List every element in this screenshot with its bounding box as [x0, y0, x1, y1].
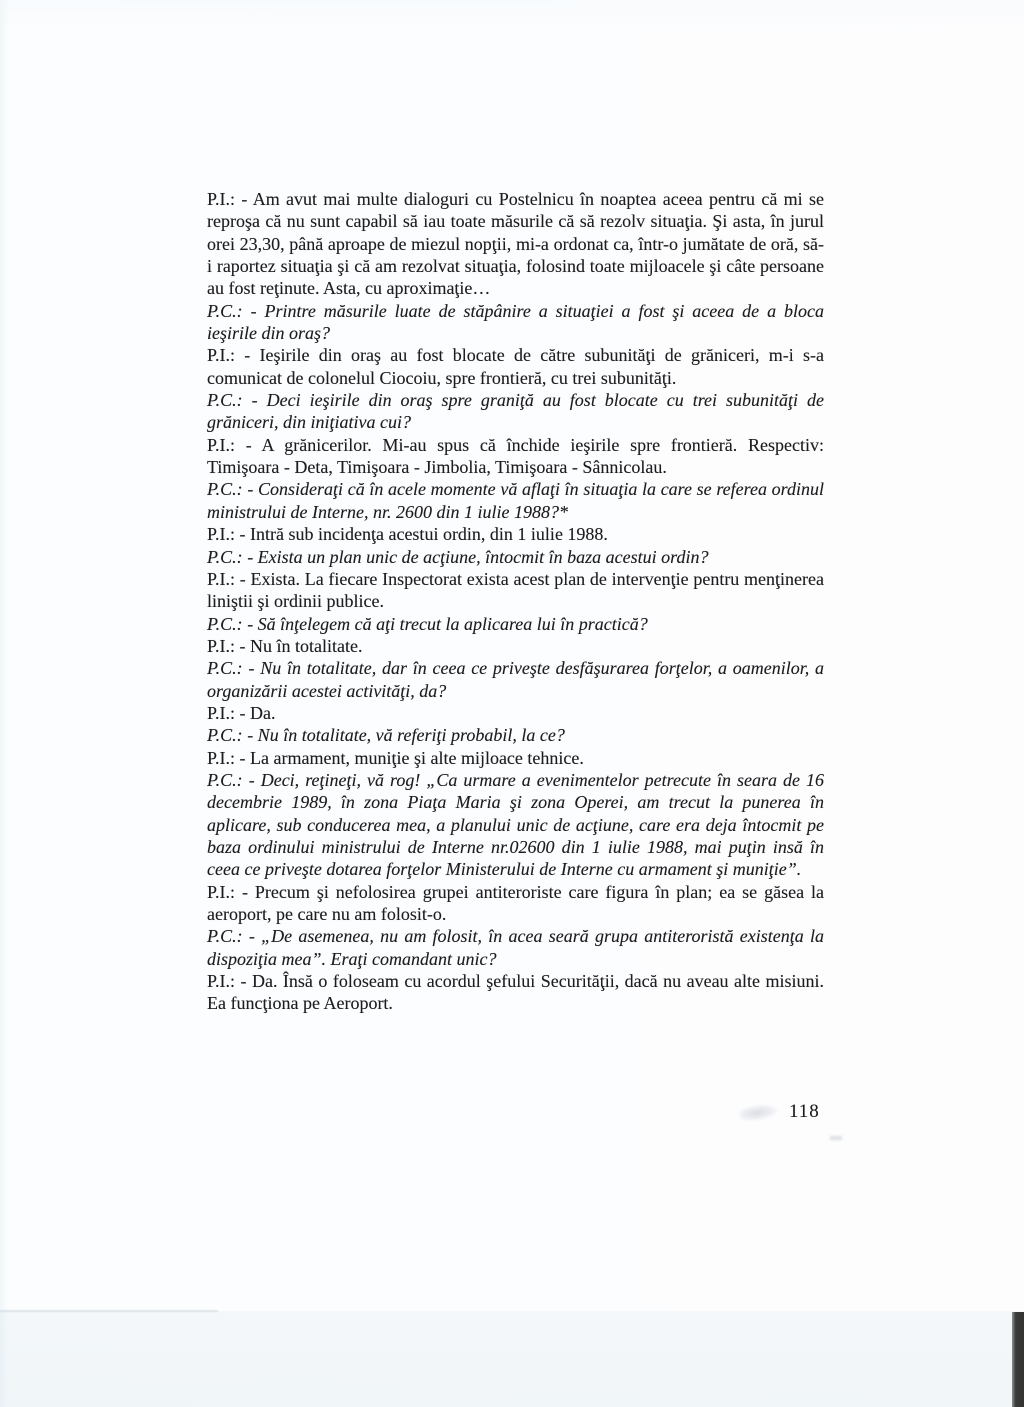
dialogue-turn — [207, 613, 824, 635]
turn-text: - Nu în totalitate, vă referiţi probabil, la ce? — [247, 725, 565, 746]
turn-text: - Deci ieşirile din oraş spre graniţă au fost blocate cu trei subunităţi de grăniceri, din iniţiativa cui? — [207, 390, 824, 433]
dialogue-turn — [207, 568, 824, 613]
turn-text: - Precum şi nefolosirea grupei antiteroriste care figura în plan; ea se găsea la aeroport, pe care nu am folosit-o. — [207, 881, 825, 924]
scan-smudge — [830, 1136, 842, 1140]
speaker-label: P.C.: — [207, 658, 243, 679]
dialogue-turn — [207, 389, 824, 434]
dialogue-turn — [207, 657, 824, 702]
speaker-label: P.I.: — [207, 971, 236, 992]
dialogue-turn — [207, 344, 824, 389]
turn-text: - La armament, muniţie şi alte mijloace tehnice. — [239, 747, 584, 768]
dialogue-turn — [207, 724, 824, 746]
dialogue-turn — [207, 523, 824, 545]
scan-page-edge — [0, 1310, 218, 1312]
scan-smudge — [739, 1102, 779, 1122]
speaker-label: P.I.: — [207, 189, 236, 209]
dialogue-turn — [207, 970, 824, 1015]
speaker-label: P.C.: — [207, 479, 243, 500]
dialogue-turn — [207, 434, 824, 479]
dialogue-turn — [207, 747, 824, 769]
speaker-label: P.C.: — [207, 613, 243, 634]
turn-text: - Nu în totalitate. — [239, 635, 363, 656]
turn-text: - „De asemenea, nu am folosit, în acea seară grupa antiteroristă existenţa la dispoziţia mea”. Eraţi comandant unic? — [207, 926, 824, 969]
speaker-label: P.I.: — [207, 434, 236, 455]
page-number: 118 — [789, 1101, 820, 1122]
speaker-label: P.C.: — [207, 300, 243, 321]
dialogue-turn — [207, 188, 824, 300]
turn-text: - Da. Însă o foloseam cu acordul şefului Securităţii, dacă nu aveau alte misiuni. Ea funcţiona pe Aeroport. — [207, 971, 825, 1014]
turn-text: - Consideraţi că în acele momente vă aflaţi în situaţia la care se referea ordinul ministrului de Interne, nr. 2600 din 1 iulie 1988?* — [207, 479, 824, 522]
turn-text: - Ieşirile din oraş au fost blocate de către subunităţi de grăniceri, m-i s-a comunicat de colonelul Ciocoiu, spre frontieră, cu trei subunităţi. — [207, 345, 824, 388]
speaker-label: P.C.: — [207, 546, 243, 567]
turn-text: - Da. — [239, 702, 276, 723]
turn-text: - Intră sub incidenţa acestui ordin, din 1 iulie 1988. — [239, 524, 608, 545]
turn-text: - Să înţelegem că aţi trecut la aplicarea lui în practică? — [247, 613, 648, 634]
speaker-label: P.I.: — [207, 635, 236, 656]
dialogue-turn — [207, 478, 824, 523]
dialogue-turn — [207, 300, 824, 345]
speaker-label: P.C.: — [207, 390, 243, 411]
turn-text: - Exista. La fiecare Inspectorat exista acest plan de intervenţie pentru menţinerea liniştii şi ordinii publice. — [207, 568, 824, 612]
speaker-label: P.I.: — [207, 747, 236, 768]
dialogue-turn — [207, 546, 824, 568]
speaker-label: P.C.: — [207, 769, 243, 790]
scanner-edge-bar — [1012, 1312, 1024, 1407]
speaker-label: P.I.: — [207, 702, 236, 723]
turn-text: - Deci, reţineţi, vă rog! „Ca urmare a evenimentelor petrecute în seara de 16 decembrie 1989, în zona Piaţa Maria şi zona Operei, am trecut la punerea în aplicare, sub conducerea mea, a planului unic de acţiune, care era deja întocmit pe baza ordinului ministrului de Interne nr.02600 din 1 iulie 1988, mai puţin insă în ceea ce priveşte dotarea forţelor Ministerului de Interne cu armament şi muniţie”. — [207, 769, 825, 880]
speaker-label: P.C.: — [207, 926, 243, 947]
turn-text: - Nu în totalitate, dar în ceea ce priveşte desfăşurarea forţelor, a oamenilor, a organizării acestei activităţi, da? — [207, 658, 825, 701]
scan-bottom-shade — [0, 1311, 1024, 1407]
speaker-label: P.I.: — [207, 568, 236, 589]
speaker-label: P.I.: — [207, 881, 236, 902]
dialogue-turn — [207, 925, 824, 970]
dialogue-turn — [207, 769, 824, 881]
turn-text: - A grănicerilor. Mi-au spus că închide ieşirile spre frontieră. Respectiv: Timişoara - Deta, Timişoara - Jimbolia, Timişoara - Sânnicolau. — [207, 434, 825, 478]
turn-text: - Am avut mai multe dialoguri cu Postelnicu în noaptea aceea pentru că mi se reproşa că nu sunt capabil să iau toate măsurile că să rezolv situaţia. Şi asta, în jurul orei 23,30, până aproape de miezul nopţii, mi-a ordonat ca, într-o jumătate de oră, să-i raportez situaţia şi că am rezolvat situaţia, folosind toate mijloacele şi câte persoane au fost reţinute. Asta, cu aproximaţie… — [207, 189, 824, 299]
turn-text: - Exista un plan unic de acţiune, întocmit în baza acestui ordin? — [247, 546, 709, 567]
speaker-label: P.C.: — [207, 725, 243, 746]
speaker-label: P.I.: — [207, 524, 236, 545]
turn-text: - Printre măsurile luate de stăpânire a situaţiei a fost şi aceea de a bloca ieşirile din oraş? — [207, 300, 824, 344]
transcript-text-block — [207, 188, 824, 1015]
dialogue-turn — [207, 702, 824, 724]
speaker-label: P.I.: — [207, 345, 236, 366]
dialogue-turn — [207, 635, 824, 657]
dialogue-turn — [207, 881, 824, 926]
